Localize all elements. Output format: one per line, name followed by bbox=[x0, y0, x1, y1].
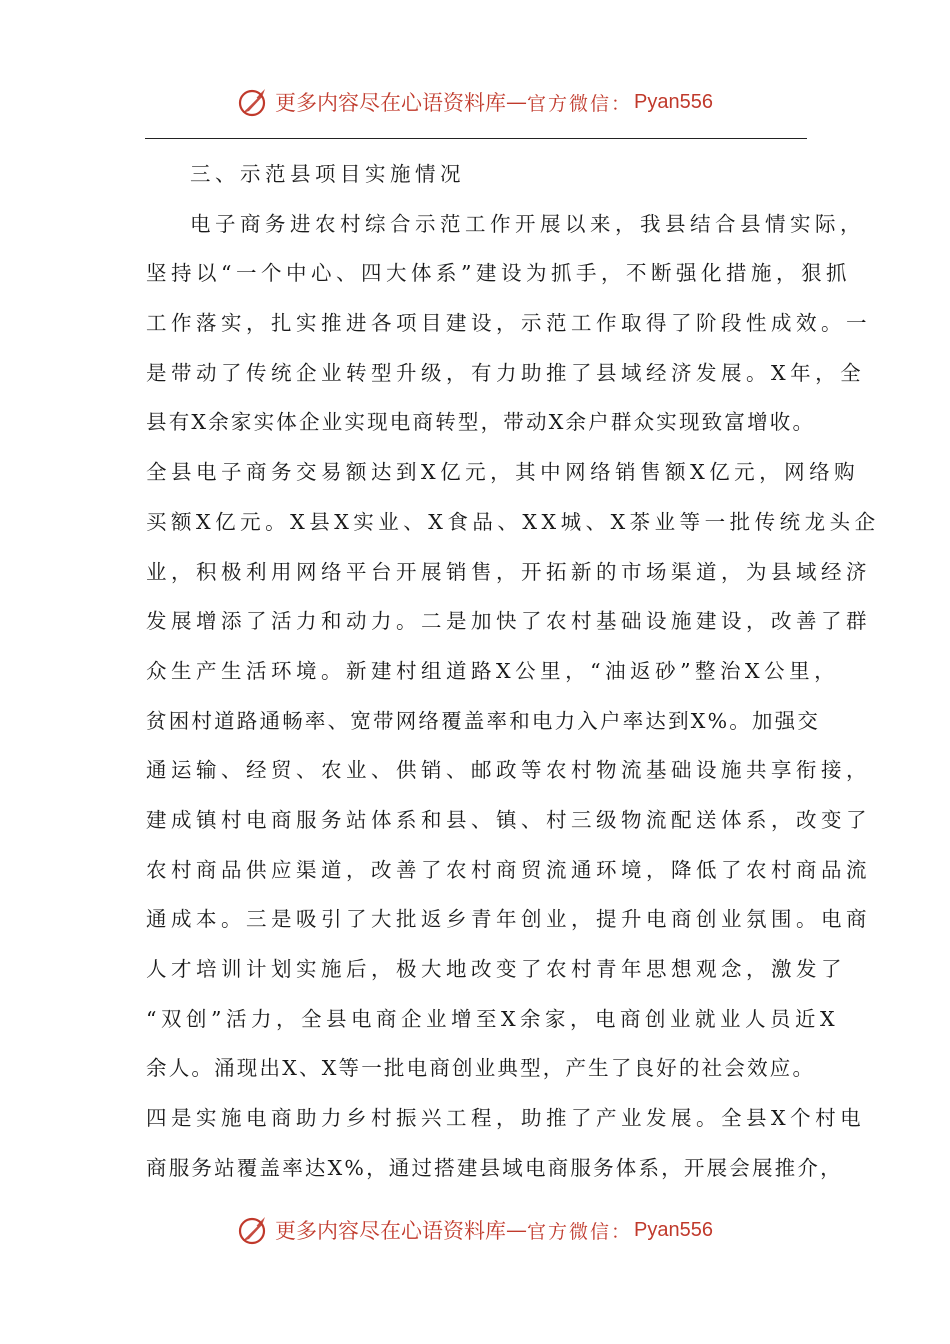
text-line: 通成本。三是吸引了大批返乡青年创业，提升电商创业氛围。电商 bbox=[146, 907, 871, 932]
quill-logo-icon bbox=[237, 85, 271, 119]
header-brand: 更多内容尽在心语资料库 bbox=[275, 91, 506, 115]
text-line: 是带动了传统企业转型升级，有力助推了县域经济发展。X年，全 bbox=[146, 360, 866, 385]
header-divider bbox=[145, 138, 807, 139]
text-line: 工作落实，扎实推进各项目建设，示范工作取得了阶段性成效。一 bbox=[146, 311, 871, 336]
footer-contact-label: 官方微信： bbox=[527, 1220, 633, 1243]
footer-separator: — bbox=[506, 1218, 527, 1242]
header-banner bbox=[0, 80, 950, 124]
header-contact-label: 官方微信： bbox=[527, 92, 633, 115]
text-line: 建成镇村电商服务站体系和县、镇、村三级物流配送体系，改变了 bbox=[146, 807, 871, 832]
text-line: 农村商品供应渠道，改善了农村商贸流通环境，降低了农村商品流 bbox=[146, 857, 871, 882]
text-line: 坚持以“一个中心、四大体系”建设为抓手，不断强化措施，狠抓 bbox=[146, 261, 851, 286]
text-line: 人才培训计划实施后，极大地改变了农村青年思想观念，激发了 bbox=[146, 957, 846, 981]
text-line: 业，积极利用网络平台开展销售，开拓新的市场渠道，为县域经济 bbox=[146, 559, 871, 584]
text-line: 发展增添了活力和动力。二是加快了农村基础设施建设，改善了群 bbox=[146, 609, 871, 634]
header-contact-id: Pyan556 bbox=[634, 90, 713, 113]
section-heading: 三、示范县项目实施情况 bbox=[190, 162, 465, 186]
text-line: “双创”活力，全县电商企业增至X余家，电商创业就业人员近X bbox=[146, 1006, 840, 1031]
quill-logo-icon bbox=[237, 1213, 271, 1247]
text-line: 县有X余家实体企业实现电商转型，带动X余户群众实现致富增收。 bbox=[146, 410, 816, 435]
text-line: 电子商务进农村综合示范工作开展以来，我县结合县情实际， bbox=[190, 211, 865, 236]
document-body bbox=[146, 150, 880, 1193]
text-line: 贫困村道路通畅率、宽带网络覆盖率和电力入户率达到X%。加强交 bbox=[146, 708, 821, 733]
text-line: 四是实施电商助力乡村振兴工程，助推了产业发展。全县X个村电 bbox=[146, 1106, 866, 1131]
text-line: 众生产生活环境。新建村组道路X公里，“油返砂”整治X公里， bbox=[146, 658, 840, 683]
footer-brand: 更多内容尽在心语资料库 bbox=[275, 1219, 506, 1243]
text-line: 商服务站覆盖率达X%，通过搭建县域电商服务体系，开展会展推介， bbox=[146, 1155, 843, 1180]
text-line: 全县电子商务交易额达到X亿元，其中网络销售额X亿元，网络购 bbox=[146, 460, 860, 485]
text-line: 买额X亿元。X县X实业、X食品、XX城、X茶业等一批传统龙头企 bbox=[146, 509, 880, 534]
header-separator: — bbox=[506, 90, 527, 114]
text-line: 余人。涌现出X、X等一批电商创业典型，产生了良好的社会效应。 bbox=[146, 1056, 816, 1081]
text-line: 通运输、经贸、农业、供销、邮政等农村物流基础设施共享衔接， bbox=[146, 758, 871, 783]
footer-banner bbox=[0, 1208, 950, 1252]
footer-contact-id: Pyan556 bbox=[634, 1218, 713, 1241]
